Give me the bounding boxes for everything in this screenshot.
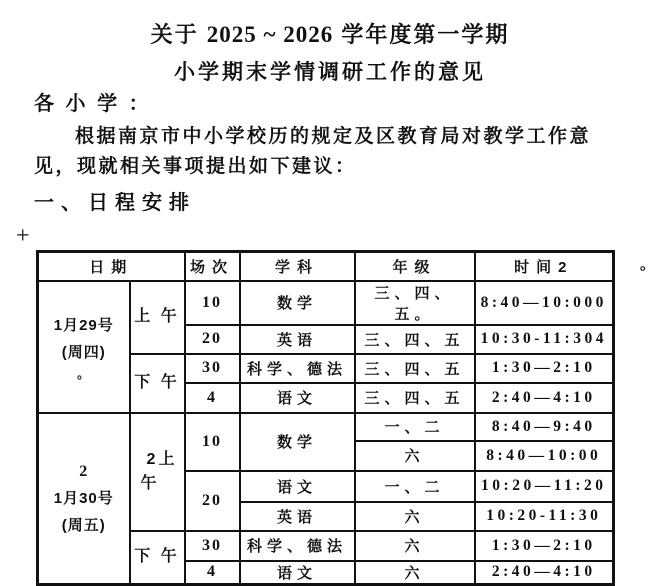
subject-cell: 语文 — [240, 561, 355, 585]
subject-cell: 英语 — [240, 325, 355, 354]
subject-cell: 英语 — [240, 502, 355, 531]
session-label-line: 午 — [140, 474, 160, 492]
grade-cell: 六 — [355, 502, 475, 531]
session-no-cell: 4 — [185, 383, 240, 413]
body-paragraph-line2: 见，现就相关事项提出如下建议： — [34, 156, 357, 177]
salutation: 各 小 学 ： — [34, 93, 152, 115]
grade-cell: 六 — [355, 561, 475, 585]
table-header-row — [38, 252, 614, 281]
grade-cell: 六 — [355, 441, 475, 471]
subject-cell: 数学 — [240, 413, 355, 471]
document-title-line1 — [0, 18, 660, 49]
session-cell-morning-g2 — [130, 413, 185, 531]
time-cell: 10:30-11:304 — [475, 325, 614, 354]
session-no-cell: 4 — [185, 561, 240, 585]
col-header-date: 日期 — [38, 252, 185, 281]
session-cell-afternoon-g2: 下 午 — [130, 531, 185, 585]
subject-cell: 数学 — [240, 281, 355, 325]
session-cell-morning-g1: 上 午 — [130, 281, 185, 354]
subject-cell: 语文 — [240, 383, 355, 413]
body-paragraph-line1: 根据南京市中小学校历的规定及区教育局对教学工作意 — [75, 126, 592, 147]
title-suffix: 学年度第一学期 — [341, 22, 510, 47]
grade-cell: 三、四、五 — [355, 383, 475, 413]
date-line: (周五) — [61, 516, 106, 534]
time-cell: 1:30—2:10 — [475, 531, 614, 561]
session-no-cell: 30 — [185, 354, 240, 383]
stray-period-mark: 。 — [640, 256, 656, 273]
grade-cell: 一、二 — [355, 413, 475, 441]
date-line: 2 — [79, 462, 89, 480]
table-row — [38, 281, 614, 325]
session-no-cell: 30 — [185, 531, 240, 561]
session-cell-afternoon-g1: 下 午 — [130, 354, 185, 413]
session-no-cell: 10 — [185, 281, 240, 325]
document-title-line2: 小学期末学情调研工作的意见 — [174, 61, 486, 84]
time-cell: 10:20—11:20 — [475, 471, 614, 502]
session-no-cell: 10 — [185, 413, 240, 471]
time-cell: 8:40—9:40 — [475, 413, 614, 441]
date-line: 1月29号 — [53, 316, 114, 334]
col-header-grade: 年级 — [355, 252, 475, 281]
time-cell: 8:40—10:000 — [475, 281, 614, 325]
schedule-table — [36, 250, 615, 586]
title-prefix: 关于 — [150, 22, 199, 47]
grade-cell: 三、四、五 — [355, 354, 475, 383]
time-cell: 2:40—4:10 — [475, 383, 614, 413]
title-years: 2025 ~ 2026 — [206, 22, 334, 47]
time-cell: 2:40—4:10 — [475, 561, 614, 585]
col-header-time: 时间2 — [475, 252, 614, 281]
time-cell: 8:40—10:00 — [475, 441, 614, 471]
table-row — [38, 413, 614, 441]
col-header-session-no: 场次 — [185, 252, 240, 281]
grade-cell: 三、四、五 — [355, 325, 475, 354]
date-line: 1月30号 — [53, 489, 114, 507]
date-cell-jan29 — [38, 281, 130, 413]
session-no-cell: 20 — [185, 325, 240, 354]
grade-cell: 六 — [355, 531, 475, 561]
subject-cell: 科学、德法 — [240, 531, 355, 561]
session-no-cell: 20 — [185, 471, 240, 531]
grade-cell: 三、四、五。 — [355, 281, 475, 325]
plus-mark: + — [16, 223, 30, 249]
session-label-line: 2上 — [146, 450, 178, 468]
time-cell: 1:30—2:10 — [475, 354, 614, 383]
subject-cell: 科学、德法 — [240, 354, 355, 383]
section-heading: 一、日程安排 — [34, 192, 196, 214]
date-line-period: 。 — [77, 366, 91, 381]
col-header-subject: 学科 — [240, 252, 355, 281]
grade-cell: 一、二 — [355, 471, 475, 502]
date-cell-jan30 — [38, 413, 130, 585]
date-line: (周四) — [61, 343, 106, 361]
subject-cell: 语文 — [240, 471, 355, 502]
time-cell: 10:20-11:30 — [475, 502, 614, 531]
